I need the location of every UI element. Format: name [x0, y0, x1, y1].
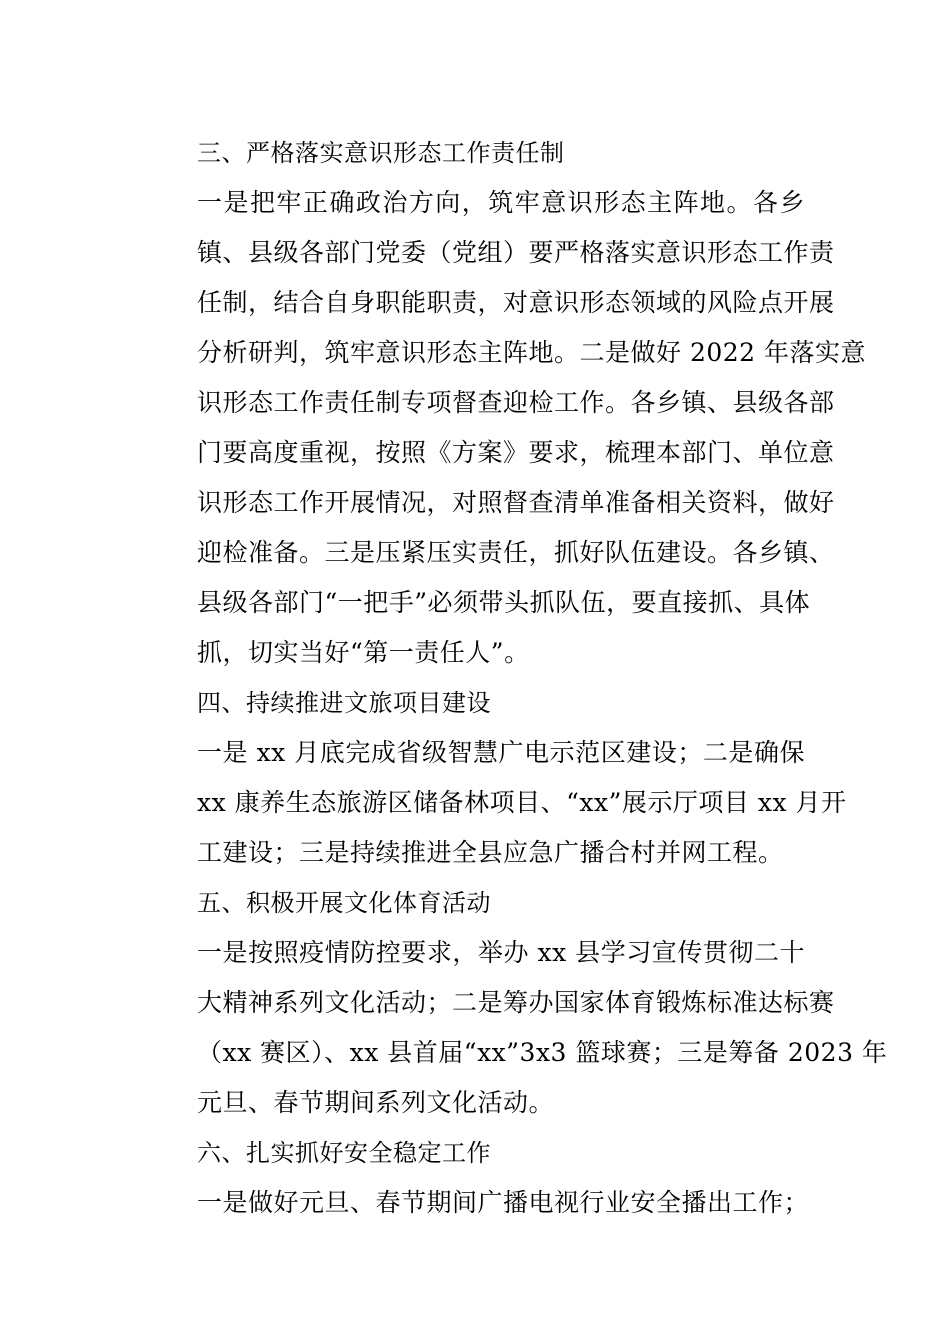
- text-line: （xx 赛区）、xx 县首届“xx”3x3 篮球赛；三是筹备 2023 年: [197, 1038, 888, 1067]
- text-line: 一是把牢正确政治方向，筑牢意识形态主阵地。各乡: [197, 188, 805, 217]
- text-line: 镇、县级各部门党委（党组）要严格落实意识形态工作责: [197, 238, 835, 267]
- section-heading-3: 三、严格落实意识形态工作责任制: [197, 139, 565, 167]
- text-line: 分析研判，筑牢意识形态主阵地。二是做好 2022 年落实意: [197, 338, 867, 367]
- section-paragraph-5: [145, 928, 888, 1128]
- text-line: 大精神系列文化活动；二是筹办国家体育锻炼标准达标赛: [197, 988, 835, 1017]
- section-heading-6: 六、扎实抓好安全稳定工作: [197, 1139, 491, 1167]
- text-line: 一是按照疫情防控要求，举办 xx 县学习宣传贯彻二十: [197, 938, 805, 967]
- document-body: [145, 128, 888, 1228]
- text-line: 工建设；三是持续推进全县应急广播合村并网工程。: [197, 838, 784, 867]
- text-line: 迎检准备。三是压紧压实责任，抓好队伍建设。各乡镇、: [197, 538, 835, 567]
- text-line: 任制，结合自身职能职责，对意识形态领域的风险点开展: [197, 288, 835, 317]
- text-line: 识形态工作责任制专项督查迎检工作。各乡镇、县级各部: [197, 388, 835, 417]
- section-paragraph-3: [145, 178, 867, 678]
- section-heading-4: 四、持续推进文旅项目建设: [197, 689, 491, 717]
- text-line: 一是 xx 月底完成省级智慧广电示范区建设；二是确保: [197, 738, 805, 767]
- section-paragraph-4: [145, 728, 847, 878]
- text-line: 县级各部门“一把手”必须带头抓队伍，要直接抓、具体: [197, 588, 811, 617]
- text-line: 抓，切实当好“第一责任人”。: [197, 638, 530, 667]
- section-paragraph-6: [145, 1178, 810, 1228]
- text-line: 识形态工作开展情况，对照督查清单准备相关资料，做好: [197, 488, 835, 517]
- text-line: 一是做好元旦、春节期间广播电视行业安全播出工作；: [197, 1188, 810, 1217]
- text-line: xx 康养生态旅游区储备林项目、“xx”展示厅项目 xx 月开: [197, 788, 847, 817]
- text-line: 元旦、春节期间系列文化活动。: [197, 1088, 555, 1117]
- text-line: 门要高度重视，按照《方案》要求，梳理本部门、单位意: [197, 438, 835, 467]
- section-heading-5: 五、积极开展文化体育活动: [197, 889, 491, 917]
